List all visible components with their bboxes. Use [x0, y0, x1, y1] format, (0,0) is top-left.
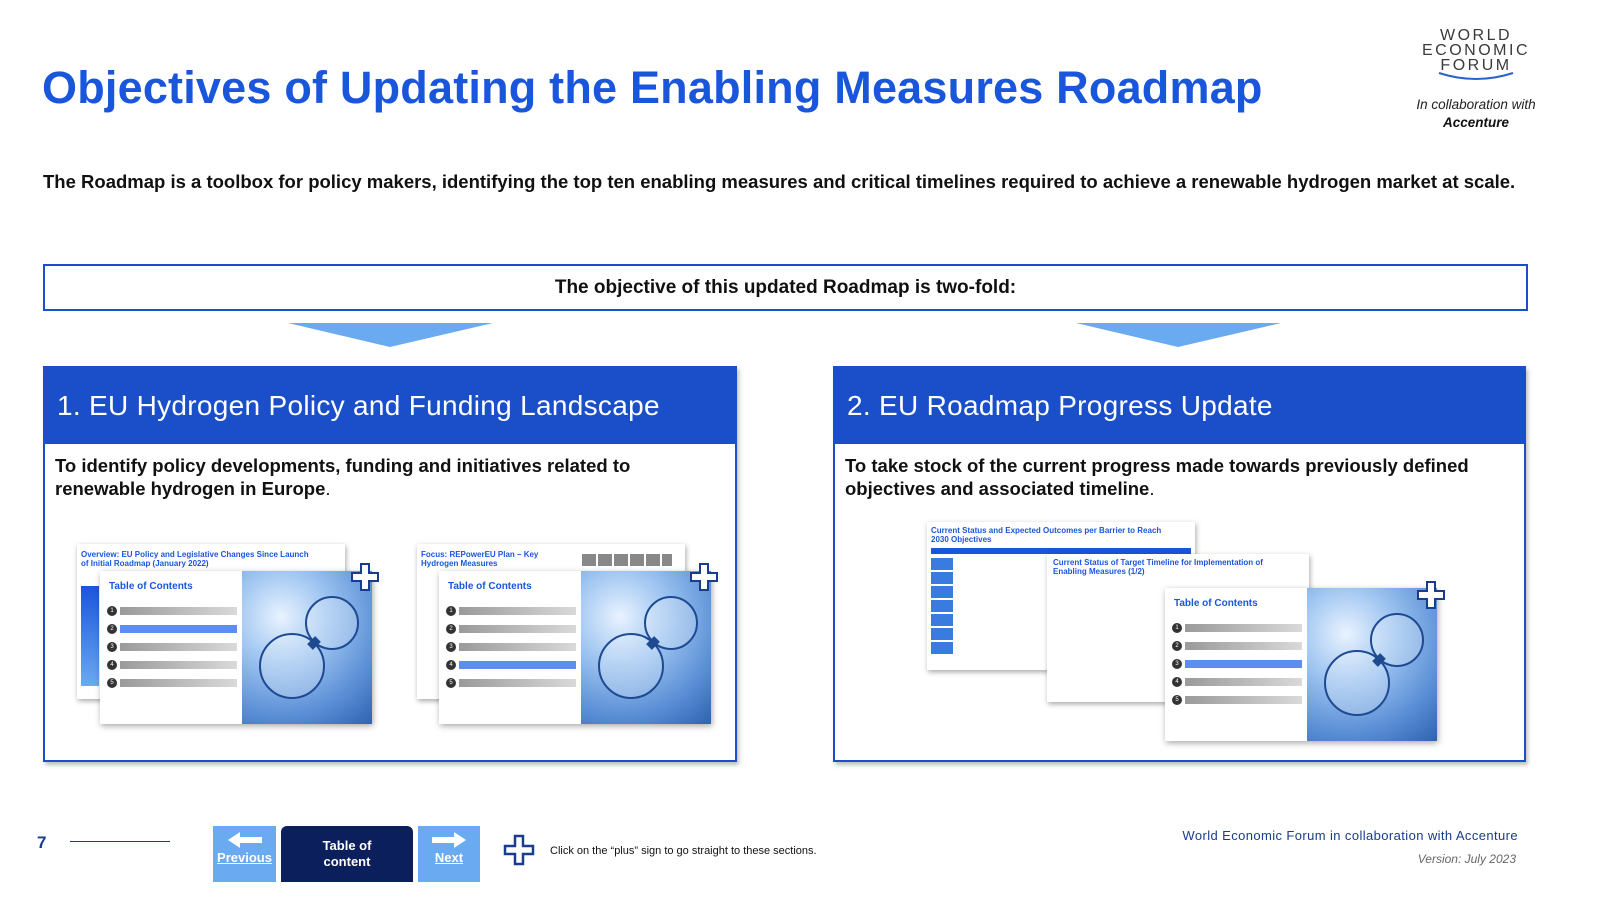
logo-line-1: WORLD	[1439, 27, 1513, 44]
previous-label: Previous	[217, 850, 272, 865]
collab-label: In collaboration with	[1416, 97, 1536, 112]
footer-version: Version: July 2023	[1417, 852, 1516, 866]
hydrogen-molecule-image	[581, 571, 711, 724]
hydrogen-molecule-image	[1307, 588, 1437, 741]
page-title: Objectives of Updating the Enabling Measures Roadmap	[42, 62, 1263, 113]
card-roadmap-progress	[833, 366, 1526, 762]
chevron-down-icon	[1076, 323, 1281, 347]
page-number: 7	[37, 833, 47, 852]
table-of-content-button[interactable]	[281, 826, 413, 882]
table-of-contents-thumbnail: Table of Contents 1 2 3 4 5	[439, 571, 711, 724]
plus-icon[interactable]	[1416, 580, 1446, 610]
hint-text: Click on the “plus” sign to go straight to these sections.	[550, 845, 817, 857]
card-policy-landscape	[43, 366, 737, 762]
chevron-down-icon	[288, 323, 493, 347]
toc-title: Table of Contents	[109, 581, 193, 592]
card-description: To identify policy developments, funding and initiatives related to renewable hydrogen in Europe.	[55, 455, 631, 499]
card-heading: 1. EU Hydrogen Policy and Funding Landscape	[45, 368, 735, 444]
next-label: Next	[434, 850, 464, 865]
table-of-contents-thumbnail: Table of Contents 1 2 3 4 5	[1165, 588, 1437, 741]
objective-text: The objective of this updated Roadmap is two-fold:	[554, 276, 1017, 298]
table-of-contents-thumbnail: Table of Contents 1 2 3 4 5	[100, 571, 372, 724]
thumbnail-title: Current Status of Target Timeline for Implementation of Enabling Measures (1/2)	[1053, 558, 1263, 576]
toc-title: Table of Contents	[448, 581, 532, 592]
toc-title: Table of Contents	[1174, 598, 1258, 609]
arrow-right-icon	[432, 832, 466, 848]
hydrogen-molecule-image	[242, 571, 372, 724]
objective-box	[43, 264, 1528, 311]
intro-text: The Roadmap is a toolbox for policy makers, identifying the top ten enabling measures and critical timelines required to achieve a renewable hydrogen market at scale.	[43, 171, 1516, 192]
plus-icon[interactable]	[689, 562, 719, 592]
thumbnail-title: Focus: REPowerEU Plan – Key Hydrogen Measures	[421, 550, 539, 568]
card-description: To take stock of the current progress made towards previously defined objectives and associated timeline.	[845, 455, 1469, 499]
wef-logo	[1396, 28, 1556, 83]
page-divider	[70, 841, 170, 842]
logo-line-3: FORUM	[1440, 57, 1512, 74]
thumbnail-title: Current Status and Expected Outcomes per Barrier to Reach 2030 Objectives	[931, 526, 1162, 544]
arrow-left-icon	[228, 832, 262, 848]
collab-org: Accenture	[1442, 115, 1510, 130]
card-heading: 2. EU Roadmap Progress Update	[835, 368, 1524, 444]
thumbnail-title: Overview: EU Policy and Legislative Changes Since Launch of Initial Roadmap (January 2022)	[81, 550, 309, 568]
next-button[interactable]	[418, 826, 480, 882]
plus-icon[interactable]	[350, 562, 380, 592]
previous-button[interactable]	[213, 826, 276, 882]
logo-line-2: ECONOMIC	[1422, 42, 1530, 59]
plus-icon	[503, 834, 535, 866]
footer-organization: World Economic Forum in collaboration with Accenture	[1182, 828, 1518, 843]
table-of-content-label: Table of content	[322, 838, 372, 869]
